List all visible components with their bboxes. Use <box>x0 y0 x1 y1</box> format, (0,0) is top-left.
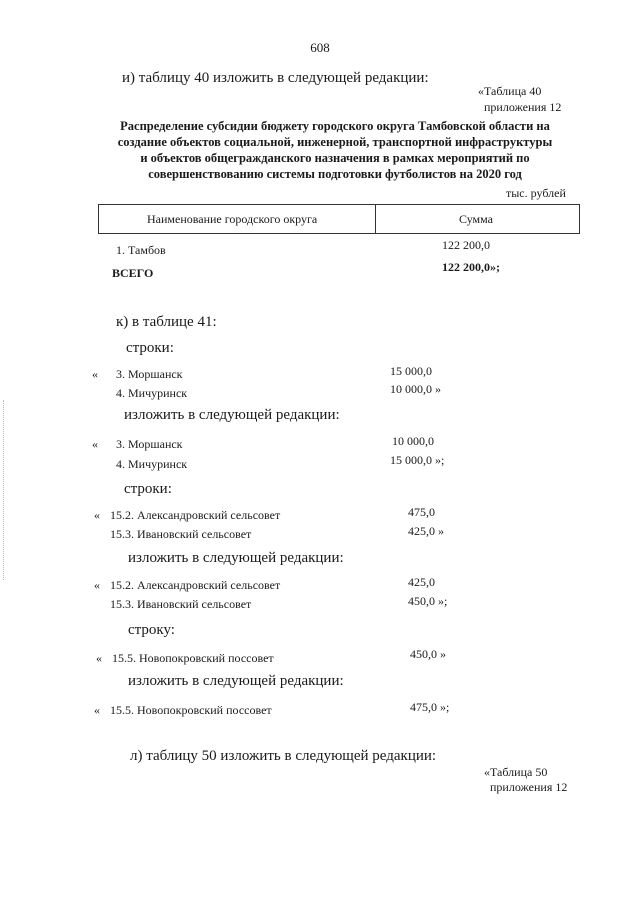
block3-row2-name: 15.3. Ивановский сельсовет <box>110 527 252 541</box>
block3-row1-name: 15.2. Александровский сельсовет <box>110 508 281 522</box>
table40-title-line: создание объектов социальной, инженерной, транспортной инфраструктуры <box>117 135 553 149</box>
block3-quote: « <box>94 508 100 522</box>
block5-quote: « <box>96 651 102 665</box>
table40-total-label: ВСЕГО <box>112 266 154 280</box>
block2-lead: изложить в следующей редакции: <box>124 407 340 423</box>
block2-row1-name: 3. Моршанск <box>116 437 183 451</box>
block6-lead: изложить в следующей редакции: <box>128 673 344 689</box>
scan-margin-marks <box>3 400 6 580</box>
table40-ref-line1: «Таблица 40 <box>478 84 542 98</box>
table40-ref-line2: приложения 12 <box>484 100 562 114</box>
block4-row2-value: 450,0 »; <box>408 594 448 608</box>
block2-row1-value: 10 000,0 <box>392 434 434 448</box>
block2-quote: « <box>92 437 98 451</box>
block4-row2-name: 15.3. Ивановский сельсовет <box>110 597 252 611</box>
block4-quote: « <box>94 578 100 592</box>
table40-title <box>100 118 570 182</box>
block5-row1-value: 450,0 » <box>410 647 446 661</box>
section-k-text: к) в таблице 41: <box>116 314 217 330</box>
block6-quote: « <box>94 703 100 717</box>
table40-row1-name: 1. Тамбов <box>116 243 166 257</box>
table40-title-line: совершенствованию системы подготовки футболистов на 2020 год <box>148 167 522 181</box>
table40-total-sum: 122 200,0»; <box>442 260 500 274</box>
table50-ref-line2: приложения 12 <box>490 780 568 794</box>
table40-col-name: Наименование городского округа <box>147 212 318 226</box>
block4-row1-name: 15.2. Александровский сельсовет <box>110 578 281 592</box>
table50-ref-line1: «Таблица 50 <box>484 765 548 779</box>
block5-row1-name: 15.5. Новопокровский поссовет <box>112 651 274 665</box>
block6-row1-value: 475,0 »; <box>410 700 450 714</box>
page-number: 608 <box>310 40 330 55</box>
block3-lead: строки: <box>124 481 172 497</box>
block1-row1-name: 3. Моршанск <box>116 367 183 381</box>
table40-col-sum: Сумма <box>459 212 493 226</box>
section-i-text: и) таблицу 40 изложить в следующей редакции: <box>122 70 429 86</box>
block1-row2-value: 10 000,0 » <box>390 382 441 396</box>
block6-row1-name: 15.5. Новопокровский поссовет <box>110 703 272 717</box>
table40-header-divider <box>375 205 376 233</box>
table40-row1-sum: 122 200,0 <box>442 238 490 252</box>
table40-title-line: и объектов общегражданского назначения в рамках мероприятий по <box>140 151 530 165</box>
section-l-text: л) таблицу 50 изложить в следующей редакции: <box>130 748 437 764</box>
block1-lead: строки: <box>126 340 174 356</box>
block5-lead: строку: <box>128 622 175 638</box>
block1-row2-name: 4. Мичуринск <box>116 386 188 400</box>
block3-row1-value: 475,0 <box>408 505 435 519</box>
block4-row1-value: 425,0 <box>408 575 435 589</box>
table40-title-line: Распределение субсидии бюджету городского округа Тамбовской области на <box>120 119 550 133</box>
block4-lead: изложить в следующей редакции: <box>128 550 344 566</box>
block2-row2-value: 15 000,0 »; <box>390 453 445 467</box>
block1-quote: « <box>92 367 98 381</box>
table40-units: тыс. рублей <box>506 186 566 200</box>
block1-row1-value: 15 000,0 <box>390 364 432 378</box>
block3-row2-value: 425,0 » <box>408 524 444 538</box>
table40-header <box>98 204 580 234</box>
block2-row2-name: 4. Мичуринск <box>116 457 188 471</box>
